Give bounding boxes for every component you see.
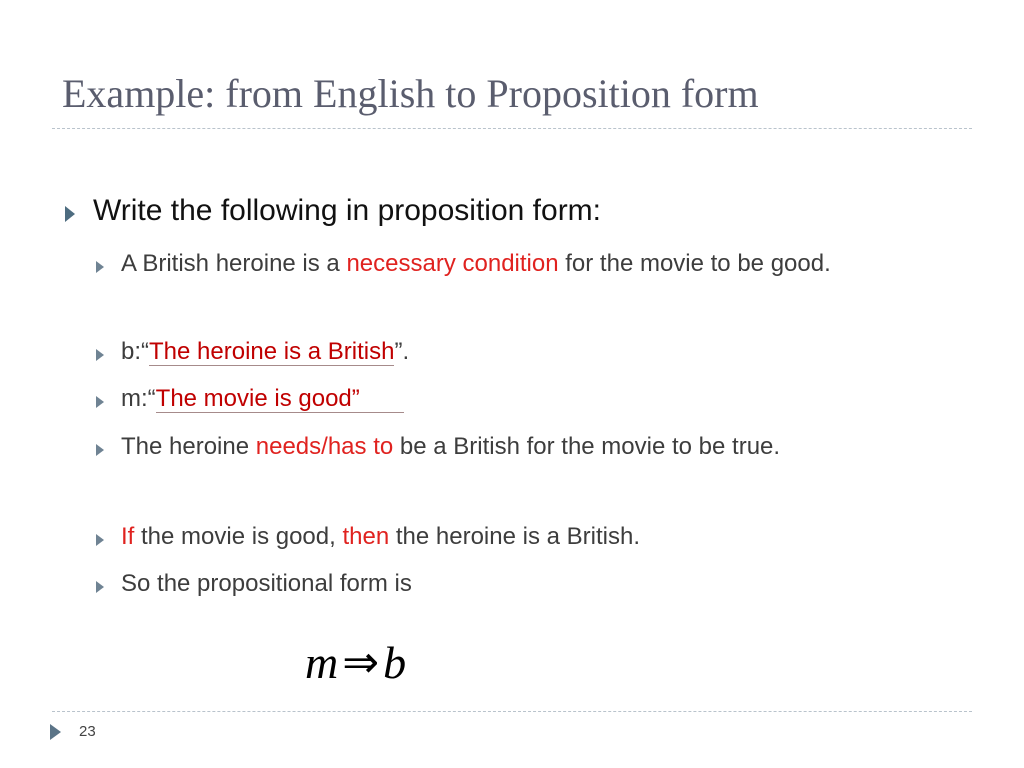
sub-bullet-5 (96, 524, 986, 557)
highlight-text: The heroine is a British (149, 338, 395, 365)
implies-symbol: ⇒ (342, 638, 380, 687)
sub-bullet-text (121, 378, 404, 419)
sub-bullet-1 (96, 251, 986, 284)
text-segment: be a British for the movie to be true. (393, 433, 781, 460)
highlight-text: If (121, 523, 135, 550)
sub-bullet-text (121, 243, 831, 284)
footer-arrow-icon (50, 724, 61, 740)
text-segment: ” (352, 385, 404, 413)
sub-bullet-arrow-icon (96, 261, 104, 273)
sub-bullet-arrow-icon (96, 349, 104, 361)
sub-bullet-text (121, 331, 409, 372)
slide-title: Example: from English to Proposition form (62, 71, 759, 116)
sub-bullet-arrow-icon (96, 581, 104, 593)
main-bullet-text: Write the following in proposition form: (93, 194, 602, 227)
title-divider (52, 128, 972, 129)
formula-left: m (305, 637, 339, 688)
text-segment: the heroine is a British. (389, 523, 640, 550)
text-segment: The heroine (121, 433, 256, 460)
text-segment: b:“ (121, 338, 150, 365)
sub-bullet-text (121, 426, 780, 467)
formula-right: b (383, 637, 407, 688)
highlight-text: then (342, 523, 390, 550)
text-segment: ”. (394, 338, 410, 365)
sub-bullet-text: So the propositional form is (121, 570, 412, 597)
page-number: 23 (79, 723, 96, 740)
footer-divider (52, 711, 972, 712)
sub-bullet-2 (96, 339, 986, 372)
text-segment: A British heroine is a (121, 250, 347, 277)
text-segment: m:“ (121, 385, 156, 412)
text-segment: the movie is good, (134, 523, 343, 550)
sub-bullet-arrow-icon (96, 444, 104, 456)
sub-bullet-4 (96, 434, 986, 467)
formula (305, 636, 406, 689)
highlight-text: necessary condition (346, 250, 559, 277)
main-bullet (65, 194, 601, 228)
sub-bullet-3 (96, 386, 986, 419)
bullet-arrow-icon (65, 206, 75, 222)
sub-bullet-6 (96, 571, 986, 604)
highlight-text: The movie is good (155, 385, 352, 412)
sub-bullet-arrow-icon (96, 534, 104, 546)
text-segment: for the movie to be good. (558, 250, 831, 277)
sub-bullet-text (121, 516, 640, 557)
sub-bullet-arrow-icon (96, 396, 104, 408)
highlight-text: needs/has to (255, 433, 394, 460)
